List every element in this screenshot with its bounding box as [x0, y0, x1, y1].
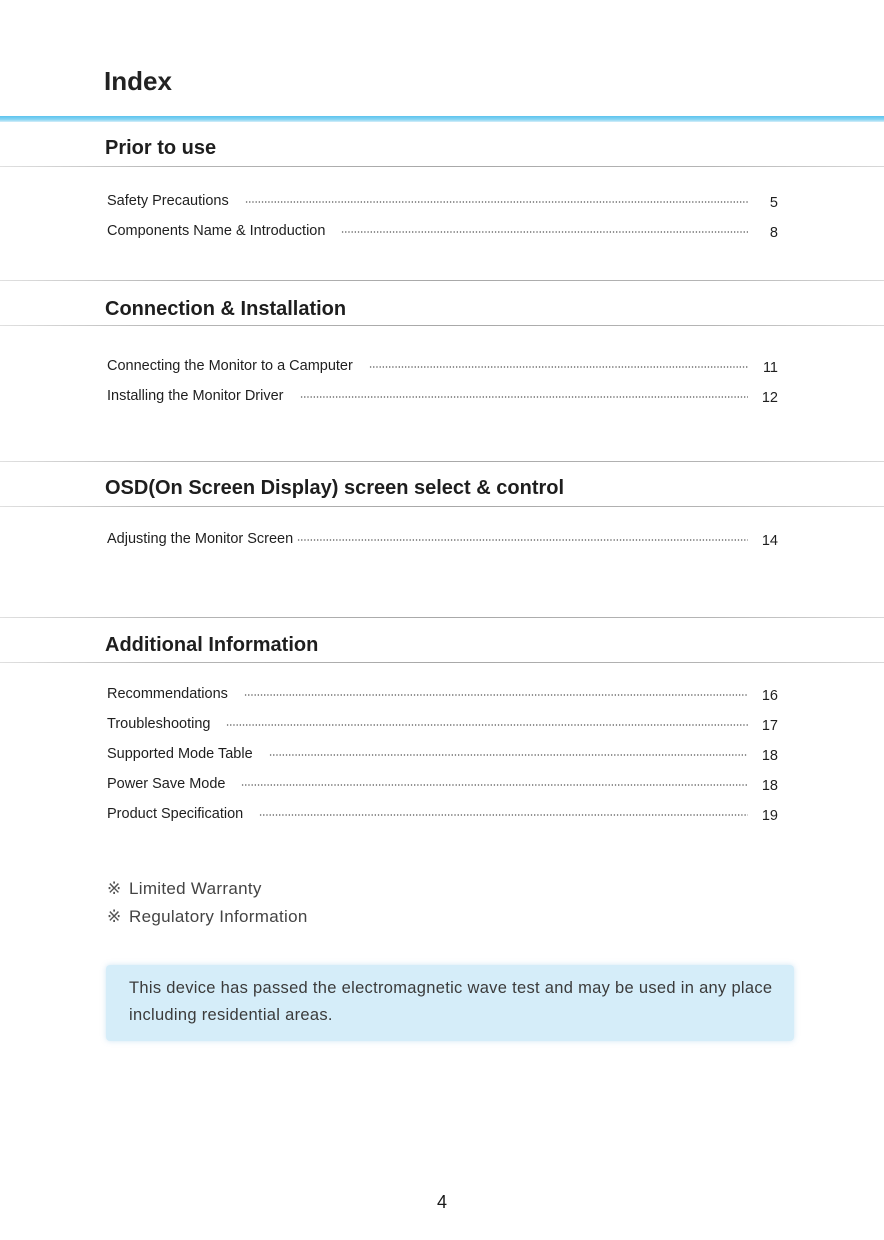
toc-entry-label: Product Specification — [107, 806, 244, 822]
notice-box — [106, 965, 794, 1041]
toc-entry-label: Connecting the Monitor to a Camputer — [107, 358, 353, 374]
section-title-additional-information: Additional Information — [105, 634, 319, 656]
dot-leader — [226, 724, 748, 726]
section-rule — [0, 166, 884, 167]
section-divider — [0, 617, 884, 618]
toc-entry-power-save-mode[interactable] — [107, 774, 778, 794]
toc-entry-label: Installing the Monitor Driver — [107, 388, 284, 404]
toc-entry-components-name[interactable] — [107, 221, 778, 241]
toc-entry-installing-driver[interactable] — [107, 386, 778, 406]
toc-entry-label: Safety Precautions — [107, 193, 229, 209]
toc-entry-label: Power Save Mode — [107, 776, 226, 792]
reference-mark-icon: ※ — [107, 879, 122, 898]
dot-leader — [369, 366, 748, 368]
toc-entry-label: Supported Mode Table — [107, 746, 253, 762]
toc-entry-safety-precautions[interactable] — [107, 191, 778, 211]
dot-leader — [269, 754, 748, 756]
section-divider — [0, 461, 884, 462]
toc-entry-page: 5 — [769, 195, 778, 211]
section-rule — [0, 506, 884, 507]
dot-leader — [244, 694, 748, 696]
toc-entry-label: Adjusting the Monitor Screen — [107, 531, 294, 547]
page-title: Index — [104, 66, 172, 96]
section-divider — [0, 280, 884, 281]
toc-entry-connecting-monitor[interactable] — [107, 356, 778, 376]
toc-entry-page: 18 — [761, 748, 778, 764]
toc-entry-label: Components Name & Introduction — [107, 223, 326, 239]
dot-leader — [297, 539, 748, 541]
toc-entry-page: 11 — [762, 360, 778, 376]
toc-entry-page: 8 — [769, 225, 778, 241]
dot-leader — [241, 784, 748, 786]
toc-entry-supported-mode-table[interactable] — [107, 744, 778, 764]
note-regulatory-information[interactable] — [107, 907, 308, 927]
dot-leader — [300, 396, 749, 398]
toc-entry-label: Recommendations — [107, 686, 228, 702]
reference-mark-icon: ※ — [107, 907, 122, 926]
toc-entry-page: 17 — [761, 718, 778, 734]
dot-leader — [341, 231, 748, 233]
section-title-osd: OSD(On Screen Display) screen select & control — [105, 477, 565, 499]
section-rule — [0, 662, 884, 663]
toc-entry-adjusting-screen[interactable] — [107, 529, 778, 549]
note-text: Regulatory Information — [129, 907, 308, 926]
dot-leader — [245, 201, 748, 203]
section-title-prior-to-use: Prior to use — [105, 137, 217, 159]
section-title-connection-installation: Connection & Installation — [105, 298, 347, 320]
toc-entry-product-specification[interactable] — [107, 804, 778, 824]
title-rule — [0, 116, 884, 122]
toc-entry-recommendations[interactable] — [107, 684, 778, 704]
note-text: Limited Warranty — [129, 879, 262, 898]
toc-entry-troubleshooting[interactable] — [107, 714, 778, 734]
section-rule — [0, 325, 884, 326]
toc-entry-page: 14 — [761, 533, 778, 549]
toc-entry-page: 16 — [761, 688, 778, 704]
dot-leader — [259, 814, 748, 816]
page-number: 4 — [436, 1192, 447, 1212]
toc-entry-page: 18 — [761, 778, 778, 794]
toc-entry-page: 19 — [761, 808, 778, 824]
toc-entry-label: Troubleshooting — [107, 716, 211, 732]
note-limited-warranty[interactable] — [107, 879, 262, 899]
toc-entry-page: 12 — [761, 390, 778, 406]
notice-text: This device has passed the electromagnetic wave test and may be used in any place including residential areas. — [129, 979, 773, 1024]
